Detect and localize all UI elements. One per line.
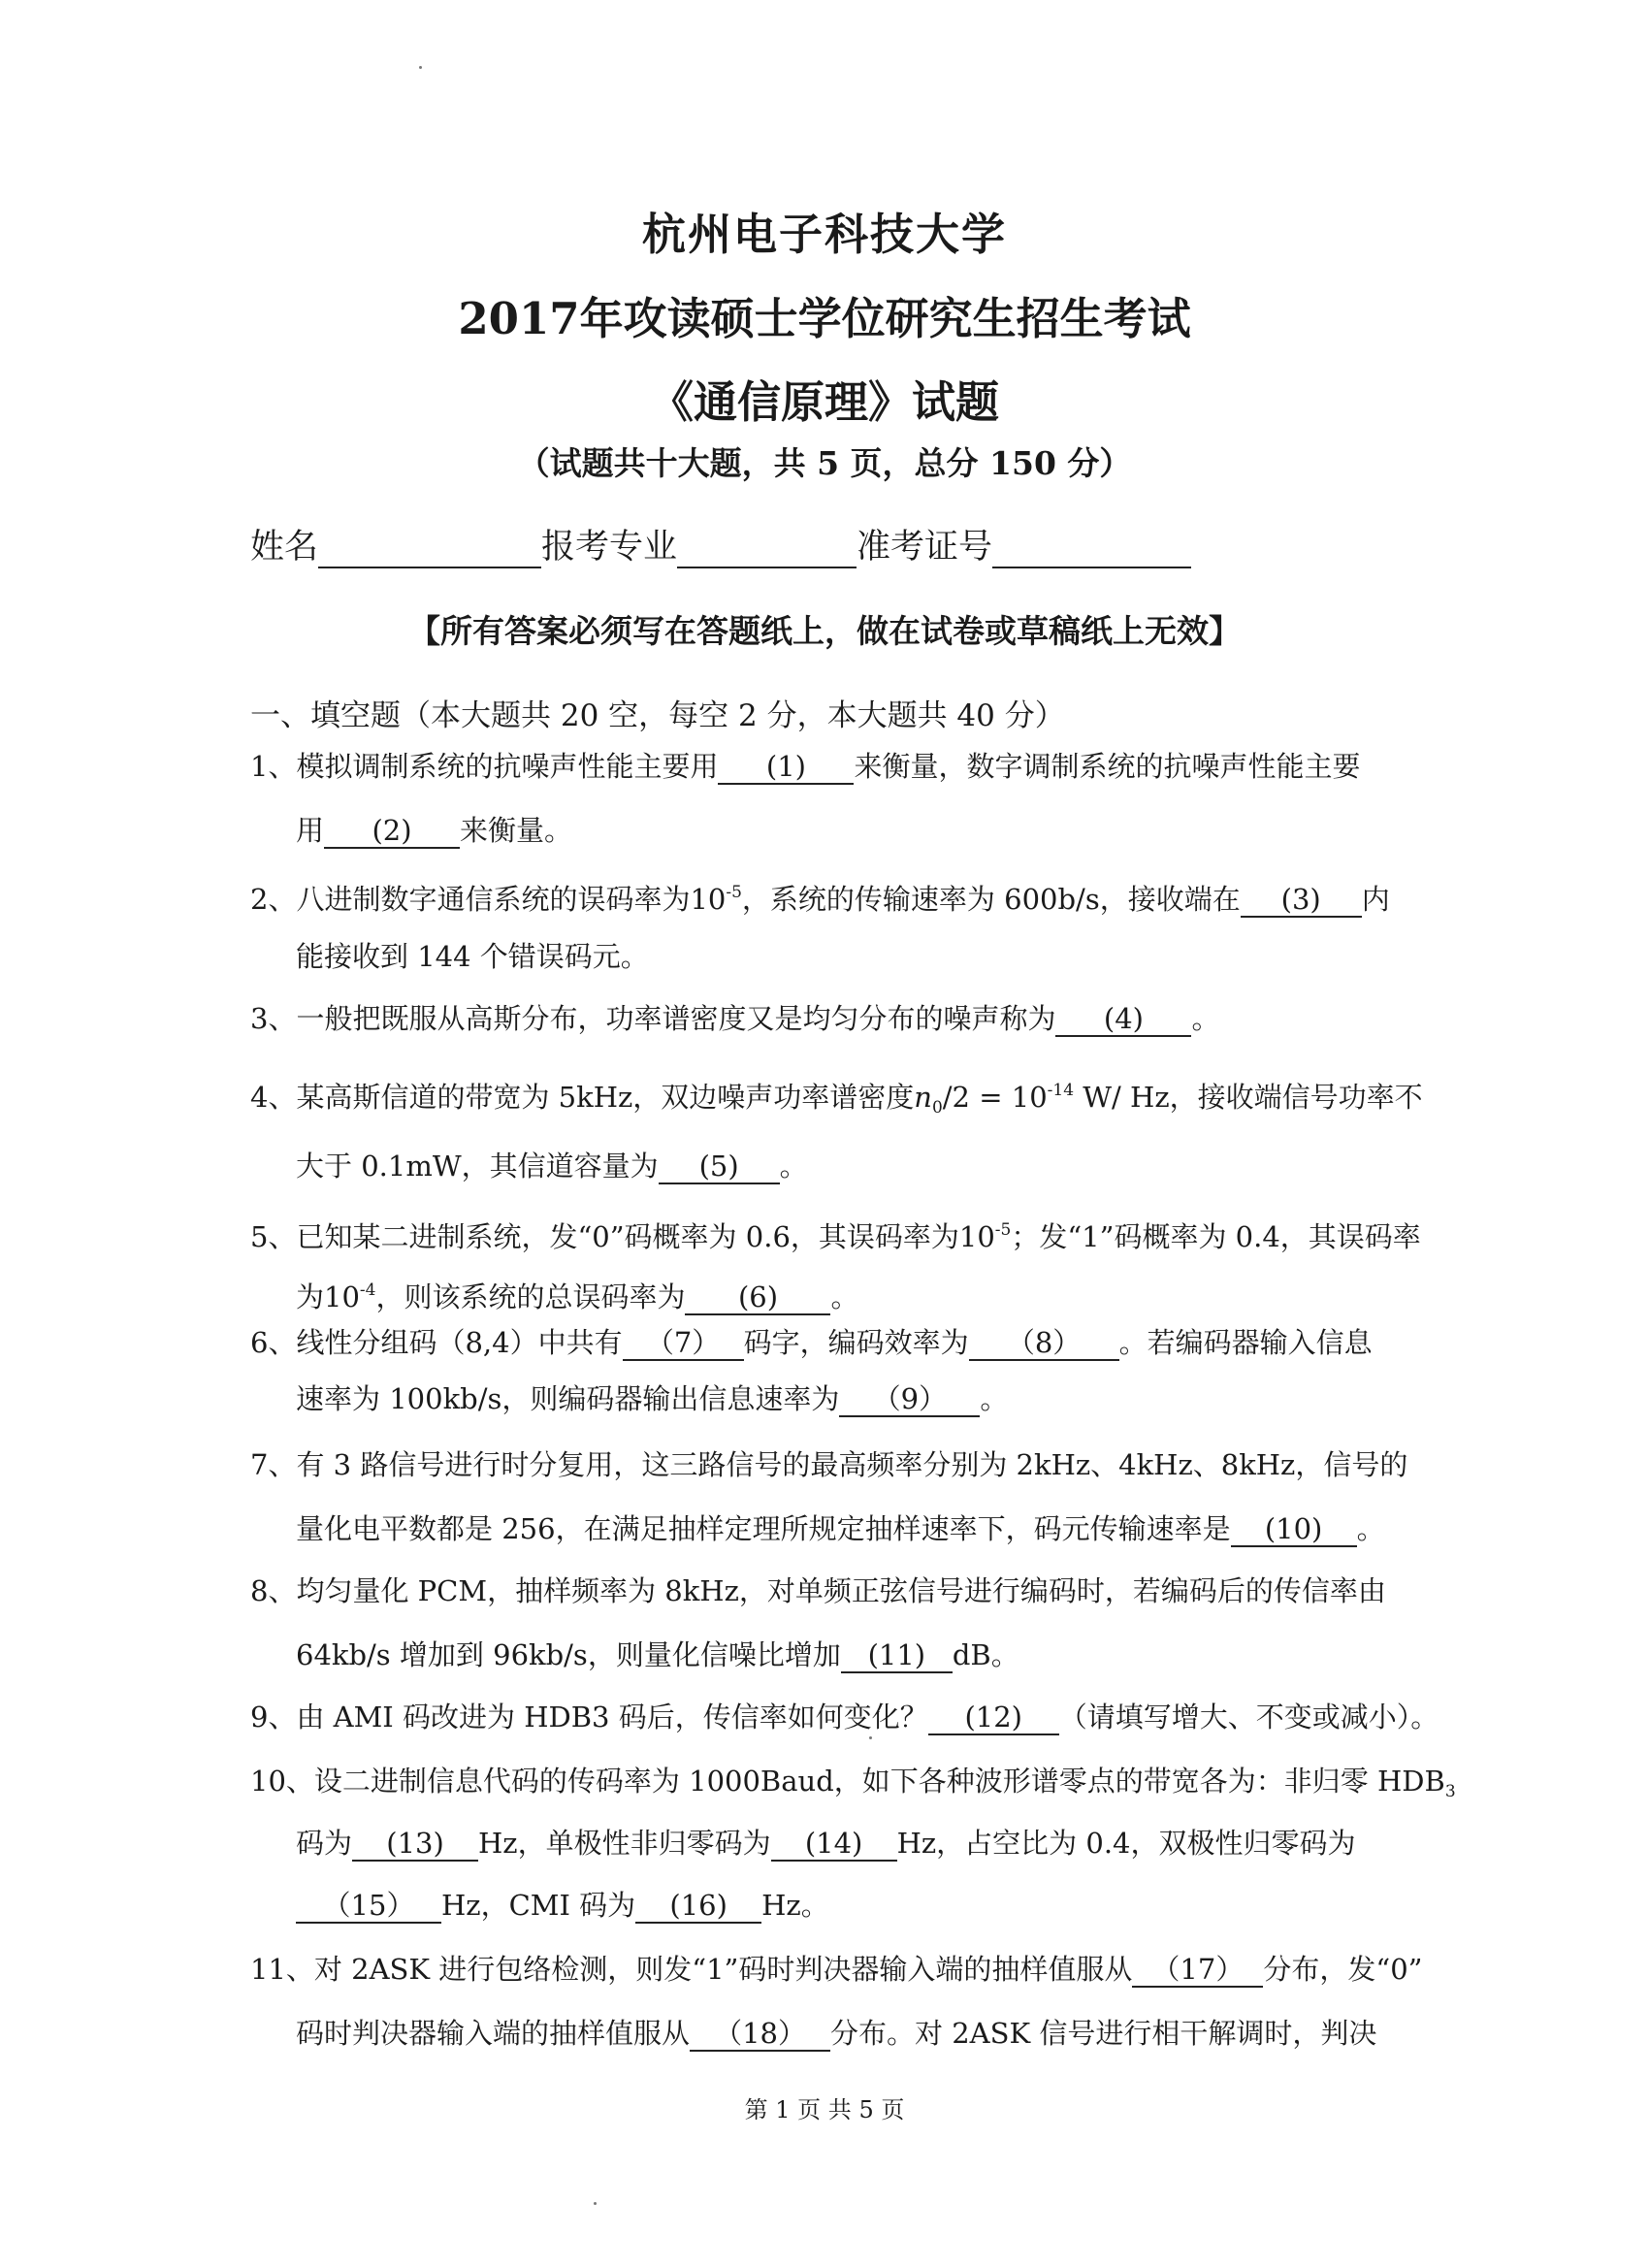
subject-title: 《通信原理》试题 [649, 376, 999, 428]
question-6: 6、线性分组码（8,4）中共有 （7） 码字，编码效率为 （8） 。若编码器输入信息 [250, 1326, 1373, 1359]
blank-4: (4) [1055, 1002, 1191, 1037]
question-10-cont-2: （15） Hz，CMI 码为 (16) Hz。 [296, 1886, 1440, 1925]
question-6-cont: 速率为 100kb/s，则编码器输出信息速率为 （9） 。 [296, 1382, 1009, 1415]
blank-10: (10) [1231, 1512, 1357, 1547]
blank-2: (2) [324, 814, 460, 849]
question-2-cont: 能接收到 144 个错误码元。 [296, 940, 649, 973]
question-11: 11、对 2ASK 进行包络检测，则发“1”码时判决器输入端的抽样值服从 （17） 分布，发“0” [250, 1953, 1423, 1986]
scan-speck [869, 1736, 872, 1739]
question-8-cont: 64kb/s 增加到 96kb/s，则量化信噪比增加 (11) dB。 [296, 1638, 1019, 1671]
scan-speck [419, 66, 422, 69]
question-5-cont: 为$10^{-4}$，则该系统的总误码率为 (6) 。 [296, 1280, 859, 1313]
blank-7: （7） [623, 1326, 744, 1361]
name-blank [318, 530, 541, 568]
blank-11: (11) [841, 1638, 953, 1673]
question-10-cont: 码为 (13) Hz，单极性非归零码为 (14) Hz，占空比为 0.4，双极性归零码为 [296, 1827, 1356, 1860]
blank-8: （8） [969, 1326, 1119, 1361]
blank-16: (16) [635, 1889, 761, 1924]
question-2: 2、八进制数字通信系统的误码率为$10^{-5}$，系统的传输速率为 600b/s，接收端在 (3) 内 [250, 883, 1390, 916]
page-footer: 第 1 页 共 5 页 [744, 2096, 905, 2123]
exam-summary: （试题共十大题，共 5 页，总分 150 分） [517, 444, 1132, 482]
question-8: 8、均匀量化 PCM，抽样频率为 8kHz，对单频正弦信号进行编码时，若编码后的传信率由 [250, 1574, 1386, 1607]
blank-6: (6) [685, 1280, 830, 1315]
blank-15: （15） [296, 1889, 441, 1924]
question-4-cont: 大于 0.1mW，其信道容量为 (5) 。 [296, 1150, 808, 1183]
question-1-cont: 用 (2) 来衡量。 [296, 814, 573, 847]
university-name: 杭州电子科技大学 [641, 209, 1007, 260]
question-10: 10、设二进制信息代码的传码率为 1000Baud，如下各种波形谱零点的带宽各为：非归零 $HDB_3$ [250, 1765, 1456, 1801]
answer-notice: 【所有答案必须写在答题纸上，做在试卷或草稿纸上无效】 [408, 612, 1241, 650]
id-blank [992, 530, 1191, 568]
section-title: 一、填空题（本大题共 20 空，每空 2 分，本大题共 40 分） [250, 698, 1065, 733]
major-label: 报考专业 [541, 528, 678, 567]
question-3: 3、一般把既服从高斯分布，功率谱密度又是均匀分布的噪声称为 (4) 。 [250, 1002, 1220, 1035]
blank-9: （9） [839, 1382, 980, 1417]
blank-1: (1) [718, 750, 854, 785]
name-label: 姓名 [250, 528, 319, 567]
candidate-info-row [250, 520, 1414, 568]
exam-title: 2017年攻读硕士学位研究生招生考试 [458, 293, 1191, 344]
question-9: 9、由 AMI 码改进为 HDB3 码后，传信率如何变化？ (12) （请填写增大、不变或减小）。 [250, 1701, 1439, 1733]
blank-3: (3) [1241, 883, 1362, 918]
blank-17: （17） [1132, 1953, 1263, 1988]
question-1: 1、模拟调制系统的抗噪声性能主要用 (1) 来衡量，数字调制系统的抗噪声性能主要 [250, 750, 1361, 783]
question-5: 5、已知某二进制系统，发“0”码概率为 0.6，其误码率为$10^{-5}$；发“1”码概率为 0.4，其误码率 [250, 1220, 1421, 1253]
question-7-cont: 量化电平数都是 256，在满足抽样定理所规定抽样速率下，码元传输速率是 (10) 。 [296, 1512, 1385, 1545]
blank-5: (5) [659, 1150, 780, 1184]
scan-speck [594, 2202, 597, 2205]
blank-14: (14) [771, 1827, 897, 1862]
blank-12: (12) [928, 1701, 1059, 1735]
major-blank [677, 530, 857, 568]
id-label: 准考证号 [857, 528, 993, 567]
question-11-cont: 码时判决器输入端的抽样值服从 （18） 分布。对 2ASK 信号进行相干解调时，判决 [296, 2017, 1377, 2050]
question-4: 4、某高斯信道的带宽为 5kHz，双边噪声功率谱密度$n_0/2 = 10^{-14}$ W/ Hz，接收端信号功率不 [250, 1081, 1423, 1118]
blank-13: (13) [352, 1827, 478, 1862]
blank-18: （18） [690, 2017, 830, 2052]
question-7: 7、有 3 路信号进行时分复用，这三路信号的最高频率分别为 2kHz、4kHz、8kHz，信号的 [250, 1448, 1408, 1481]
